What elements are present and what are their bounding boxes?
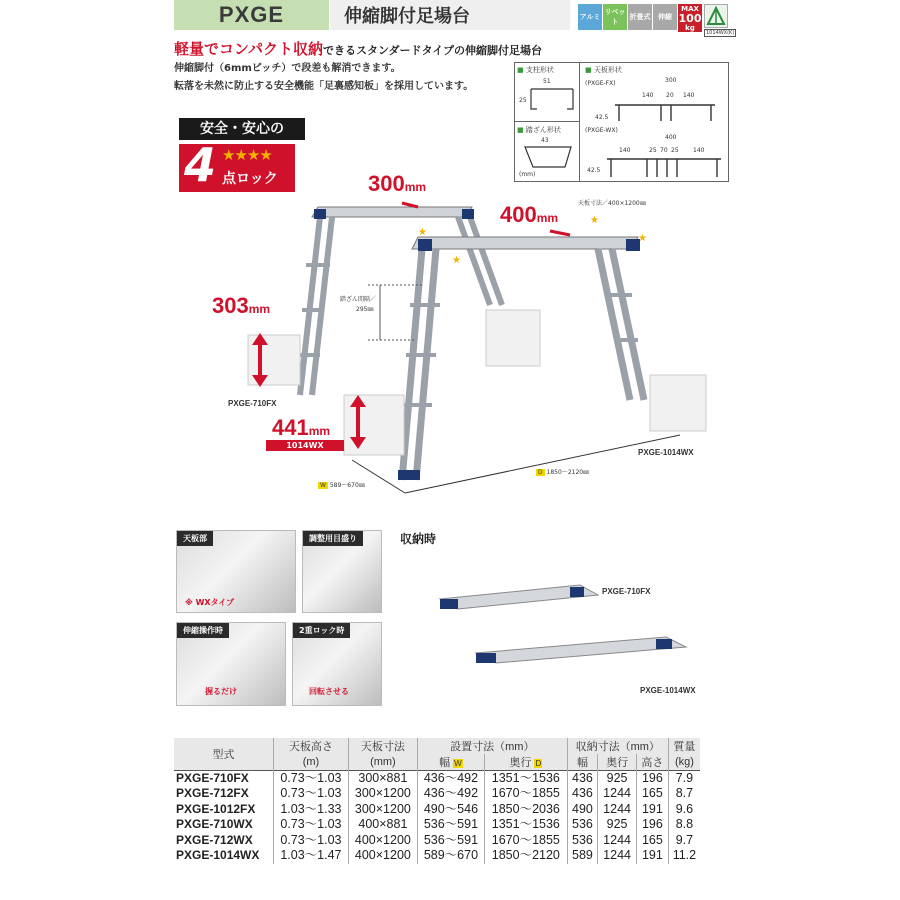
table-cell: PXGE-712WX bbox=[174, 833, 273, 849]
photo-extend-operation: 伸縮操作時 握るだけ bbox=[176, 622, 286, 706]
th-install-d: 奥行 D bbox=[484, 754, 567, 771]
table-cell: PXGE-1012FX bbox=[174, 802, 273, 818]
table-cell: 436〜492 bbox=[417, 771, 484, 787]
table-cell: 400×1200 bbox=[348, 848, 417, 864]
table-cell: 0.73〜1.03 bbox=[273, 817, 348, 833]
board-title: 天板形状 bbox=[593, 66, 622, 74]
table-cell: 1850〜2036 bbox=[484, 802, 567, 818]
th-st-w: 幅 bbox=[567, 754, 598, 771]
table-cell: 300×881 bbox=[348, 771, 417, 787]
feature-line-1: 伸縮脚付（6mmピッチ）で段差も解消できます。 bbox=[174, 63, 401, 74]
fx-part-1: 140 bbox=[642, 92, 654, 99]
fx-label: (PXGE-FX) bbox=[585, 80, 616, 87]
model-label-wx: PXGE-1014WX bbox=[638, 448, 694, 457]
certification-logo-icon bbox=[704, 4, 728, 28]
table-cell: 191 bbox=[636, 848, 668, 864]
th-weight-unit: (kg) bbox=[668, 754, 700, 771]
max-label: MAX bbox=[681, 5, 699, 13]
table-cell: 0.73〜1.03 bbox=[273, 771, 348, 787]
table-cell: 400×881 bbox=[348, 817, 417, 833]
pillar-profile-icon bbox=[529, 87, 575, 111]
step-pitch-note-1: 踏ざん間隔／ bbox=[340, 296, 377, 303]
step-title: 踏ざん形状 bbox=[525, 126, 561, 134]
table-cell: PXGE-1014WX bbox=[174, 848, 273, 864]
table-row bbox=[174, 817, 700, 833]
table-cell: 1.03〜1.33 bbox=[273, 802, 348, 818]
table-cell: 300×1200 bbox=[348, 786, 417, 802]
svg-text:★: ★ bbox=[590, 215, 599, 226]
dim-303: 303mm bbox=[212, 293, 271, 318]
photo-scale: 調整用目盛り bbox=[302, 530, 382, 613]
table-cell: 436 bbox=[567, 771, 598, 787]
feature-line-2: 転落を未然に防止する安全機能「足裏感知板」を採用しています。 bbox=[174, 81, 474, 92]
pillar-width: 51 bbox=[543, 78, 551, 85]
table-cell: 1351〜1536 bbox=[484, 771, 567, 787]
fx-height: 42.5 bbox=[595, 114, 609, 121]
safety-badge-top: 安全・安心の bbox=[179, 118, 305, 140]
table-cell: 589 bbox=[567, 848, 598, 864]
dim-300: 300mm bbox=[368, 171, 427, 196]
table-cell: 1244 bbox=[598, 802, 637, 818]
badge-rivet: リベット bbox=[603, 4, 627, 30]
th-model: 型式 bbox=[174, 738, 273, 771]
table-row bbox=[174, 833, 700, 849]
table-row bbox=[174, 802, 700, 818]
svg-text:★: ★ bbox=[418, 227, 427, 238]
table-cell: 1670〜1855 bbox=[484, 833, 567, 849]
th-height: 天板高さ bbox=[273, 738, 348, 754]
table-cell: 165 bbox=[636, 786, 668, 802]
svg-text:★: ★ bbox=[452, 255, 461, 266]
logo-code: 1014WX(K) bbox=[706, 30, 735, 36]
table-cell: 1850〜2120 bbox=[484, 848, 567, 864]
badge-telescopic: 伸縮 bbox=[653, 4, 677, 30]
profile-unit: (mm) bbox=[519, 171, 536, 178]
badge-folding: 折畳式 bbox=[628, 4, 652, 30]
table-cell: 1244 bbox=[598, 786, 637, 802]
wx-board-profile-icon bbox=[603, 155, 725, 179]
safety-number: 4 bbox=[184, 138, 217, 192]
board-size-note: 天板寸法／400×1200㎜ bbox=[578, 200, 646, 207]
depth-range: D 1850〜2120㎜ bbox=[538, 469, 590, 476]
table-cell: 196 bbox=[636, 817, 668, 833]
table-cell: 589〜670 bbox=[417, 848, 484, 864]
wx-part-4: 25 bbox=[671, 147, 679, 154]
table-cell: 925 bbox=[598, 817, 637, 833]
product-title: 伸縮脚付足場台 bbox=[344, 6, 470, 27]
table-cell: 165 bbox=[636, 833, 668, 849]
wx-height: 42.5 bbox=[587, 167, 601, 174]
table-cell: 436 bbox=[567, 786, 598, 802]
table-cell: 7.9 bbox=[675, 771, 694, 785]
th-board: 天板寸法 bbox=[348, 738, 417, 754]
safety-stars-icon: ★★★★ bbox=[222, 146, 272, 164]
safety-lock-label: 点ロック bbox=[222, 171, 278, 187]
wx-part-3: 70 bbox=[660, 147, 668, 154]
th-height-unit: (m) bbox=[273, 754, 348, 771]
wx-label: (PXGE-WX) bbox=[585, 127, 618, 134]
dim-441: 441mm bbox=[272, 415, 331, 440]
table-cell: 1244 bbox=[598, 848, 637, 864]
spec-table bbox=[174, 738, 700, 864]
table-cell: 1670〜1855 bbox=[484, 786, 567, 802]
profile-spec-box: ■ 支柱形状 51 25 ■ 踏ざん形状 43 (mm) ■ 天板形状 (PXGE-FX) 300 140 20 140 42.5 (PXGE-WX) 400 140 25 70 25 140 42.5 bbox=[514, 62, 729, 182]
pillar-title: 支柱形状 bbox=[525, 66, 554, 74]
table-cell: PXGE-712FX bbox=[174, 786, 273, 802]
photo-top-board: 天板部 ※ WXタイプ bbox=[176, 530, 296, 613]
table-cell: 536〜591 bbox=[417, 817, 484, 833]
fx-part-3: 140 bbox=[683, 92, 695, 99]
max-unit: kg bbox=[685, 24, 695, 32]
fx-part-2: 20 bbox=[666, 92, 674, 99]
wx-part-1: 140 bbox=[619, 147, 631, 154]
step-width: 43 bbox=[541, 137, 549, 144]
table-cell: 1244 bbox=[598, 833, 637, 849]
table-row bbox=[174, 786, 700, 802]
table-cell: 1351〜1536 bbox=[484, 817, 567, 833]
model-label-fx: PXGE-710FX bbox=[228, 399, 277, 408]
storage-illustration bbox=[430, 575, 690, 685]
th-st-h: 高さ bbox=[636, 754, 668, 771]
storage-model-fx: PXGE-710FX bbox=[602, 587, 651, 596]
step-pitch-note-2: 295㎜ bbox=[356, 306, 374, 313]
dim-441-model: 1014WX bbox=[266, 440, 344, 451]
table-cell: 536 bbox=[567, 833, 598, 849]
model-name: PXGE bbox=[218, 2, 285, 27]
table-cell: 490 bbox=[567, 802, 598, 818]
table-cell: PXGE-710WX bbox=[174, 817, 273, 833]
table-cell: 8.8 bbox=[675, 817, 694, 832]
wx-total: 400 bbox=[665, 134, 677, 141]
table-cell: 436〜492 bbox=[417, 786, 484, 802]
headline-red: 軽量でコンパクト収納 bbox=[174, 40, 323, 58]
table-cell: 300×1200 bbox=[348, 802, 417, 818]
table-cell: 536〜591 bbox=[417, 833, 484, 849]
table-cell: 9.6 bbox=[675, 801, 694, 816]
wx-part-2: 25 bbox=[649, 147, 657, 154]
svg-text:★: ★ bbox=[638, 233, 647, 244]
dim-400: 400mm bbox=[500, 202, 559, 227]
max-load-badge bbox=[678, 4, 702, 32]
fx-total: 300 bbox=[665, 77, 677, 84]
pillar-height: 25 bbox=[519, 97, 527, 104]
table-cell: 196 bbox=[636, 771, 668, 787]
storage-title: 収納時 bbox=[400, 532, 437, 546]
table-cell: 1.03〜1.47 bbox=[273, 848, 348, 864]
table-row bbox=[174, 771, 700, 787]
step-profile-icon bbox=[521, 145, 575, 169]
th-board-unit: (mm) bbox=[348, 754, 417, 771]
th-st-d: 奥行 bbox=[598, 754, 637, 771]
table-cell: 191 bbox=[636, 802, 668, 818]
table-cell: PXGE-710FX bbox=[174, 771, 273, 787]
wx-part-5: 140 bbox=[693, 147, 705, 154]
th-install: 設置寸法（mm） bbox=[417, 738, 567, 754]
table-cell: 490〜546 bbox=[417, 802, 484, 818]
table-cell: 8.7 bbox=[675, 786, 694, 801]
headline bbox=[174, 38, 542, 59]
th-install-w: 幅 W bbox=[417, 754, 484, 771]
th-storage: 収納寸法（mm） bbox=[567, 738, 668, 754]
table-cell: 925 bbox=[598, 771, 637, 787]
table-cell: 9.7 bbox=[675, 832, 694, 847]
th-weight: 質量 bbox=[668, 738, 700, 754]
table-row bbox=[174, 848, 700, 864]
photo-double-lock: 2重ロック時 回転させる bbox=[292, 622, 382, 706]
storage-model-wx: PXGE-1014WX bbox=[640, 686, 696, 695]
table-cell: 0.73〜1.03 bbox=[273, 786, 348, 802]
headline-black: できるスタンダードタイプの伸縮脚付足場台 bbox=[322, 44, 542, 57]
max-value: 100 bbox=[678, 12, 702, 25]
table-cell: 400×1200 bbox=[348, 833, 417, 849]
table-cell: 0.73〜1.03 bbox=[273, 833, 348, 849]
fx-board-profile-icon bbox=[611, 101, 721, 123]
badge-aluminum: アルミ bbox=[578, 4, 602, 30]
width-range: W 589〜670㎜ bbox=[320, 482, 365, 489]
table-cell: 536 bbox=[567, 817, 598, 833]
table-cell: 11.2 bbox=[672, 848, 697, 863]
